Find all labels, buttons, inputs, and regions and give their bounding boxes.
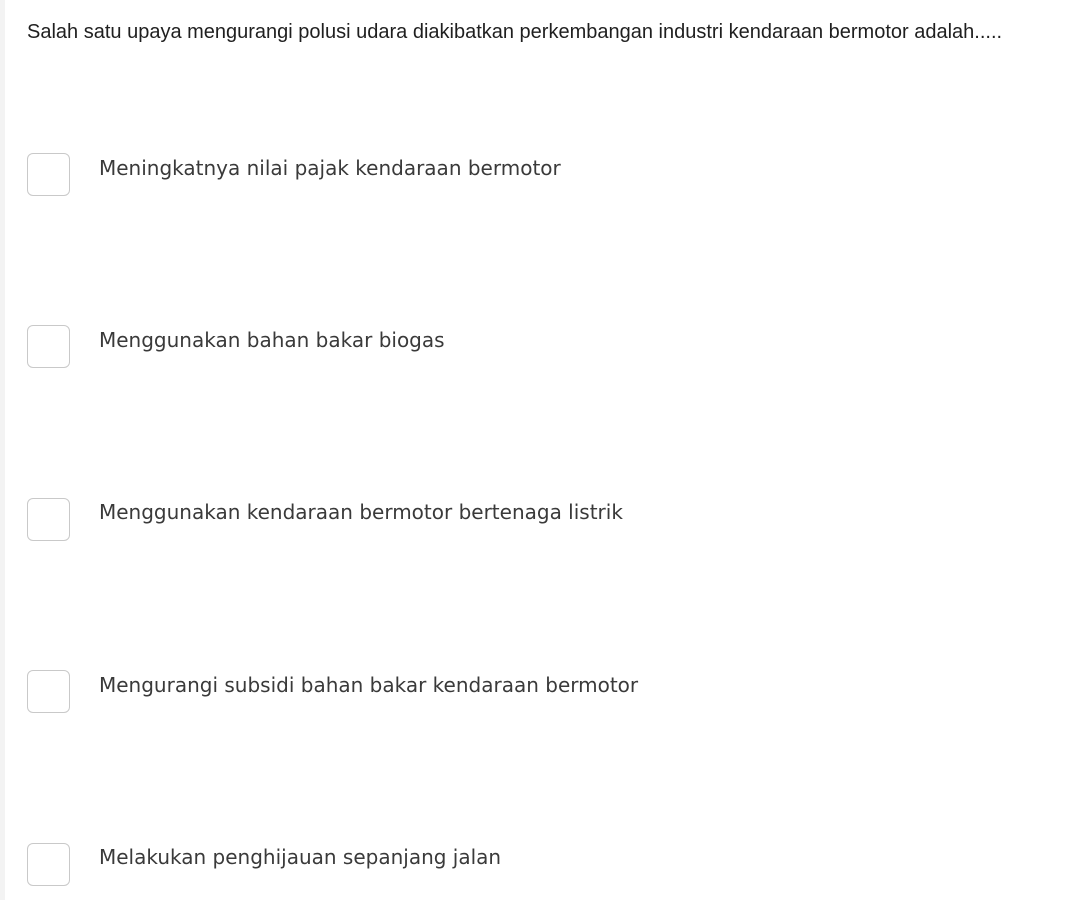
- option-5-label[interactable]: Melakukan penghijauan sepanjang jalan: [99, 845, 502, 869]
- option-2-label[interactable]: Menggunakan bahan bakar biogas: [99, 328, 445, 352]
- option-1-checkbox[interactable]: [27, 153, 70, 196]
- option-2-checkbox[interactable]: [27, 325, 70, 368]
- option-3-label[interactable]: Menggunakan kendaraan bermotor bertenaga listrik: [99, 500, 623, 524]
- option-5-checkbox[interactable]: [27, 843, 70, 886]
- option-4[interactable]: [27, 670, 1027, 716]
- option-2[interactable]: [27, 325, 1027, 371]
- option-4-label[interactable]: Mengurangi subsidi bahan bakar kendaraan bermotor: [99, 673, 639, 697]
- question-text: Salah satu upaya mengurangi polusi udara diakibatkan perkembangan industri kendaraan bermotor adalah.....: [27, 21, 1003, 43]
- question-card: [5, 0, 1069, 900]
- option-5[interactable]: [27, 843, 1027, 889]
- option-1[interactable]: [27, 153, 1027, 199]
- option-3[interactable]: [27, 498, 1027, 544]
- option-4-checkbox[interactable]: [27, 670, 70, 713]
- option-3-checkbox[interactable]: [27, 498, 70, 541]
- option-1-label[interactable]: Meningkatnya nilai pajak kendaraan bermotor: [99, 156, 561, 180]
